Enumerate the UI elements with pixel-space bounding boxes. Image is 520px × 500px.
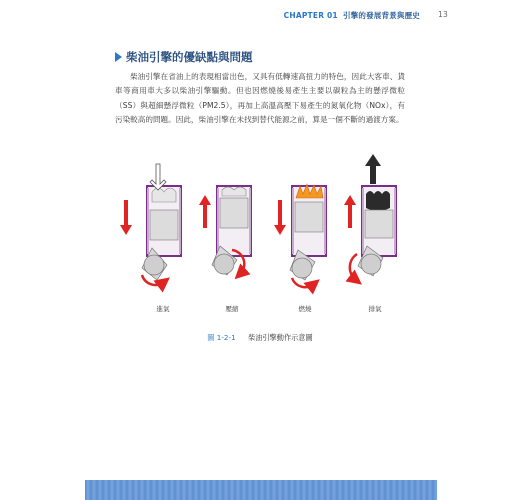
stage-label-combustion: 燃燒: [298, 305, 312, 313]
running-header: [283, 10, 448, 21]
stage-label-exhaust: 排氣: [368, 305, 382, 313]
figure-number: 圖 1-2-1: [207, 333, 236, 342]
stage-intake-graphic: [120, 164, 181, 285]
stage-label-compression: 壓縮: [225, 305, 239, 313]
figure-caption: [0, 333, 520, 343]
diesel-engine-diagram: [112, 150, 412, 325]
figure-caption-text: 柴油引擎動作示意圖: [247, 333, 313, 342]
stage-combustion-graphic: [274, 184, 326, 287]
body-paragraph: 柴油引擎在省油上的表現相當出色，又具有低轉速高扭力的特色，因此大客車、貨車等商用車大多以柴油引擎驅動。但也因燃燒後易產生主要以碳粒為主的懸浮微粒（SS）與超細懸浮微粒（PM2.5），再加上高溫高壓下易產生的氮氧化物（NOx），有污染較高的問題。因此，柴油引擎在未找到替代能源之前，算是一個不斷的過渡方案。: [115, 72, 405, 124]
decorative-footer-band: [85, 480, 437, 500]
chapter-label: CHAPTER 01: [283, 11, 338, 20]
stage-exhaust-graphic: [344, 154, 396, 280]
section-heading: [115, 49, 253, 65]
stage-label-intake: 進氣: [156, 305, 170, 313]
triangle-bullet-icon: [115, 52, 122, 62]
chapter-title: 引擎的發展背景與歷史: [343, 11, 420, 20]
stage-compression-graphic: [199, 186, 251, 275]
section-title: 柴油引擎的優缺點與問題: [126, 50, 253, 64]
page-number: 13: [438, 10, 448, 19]
